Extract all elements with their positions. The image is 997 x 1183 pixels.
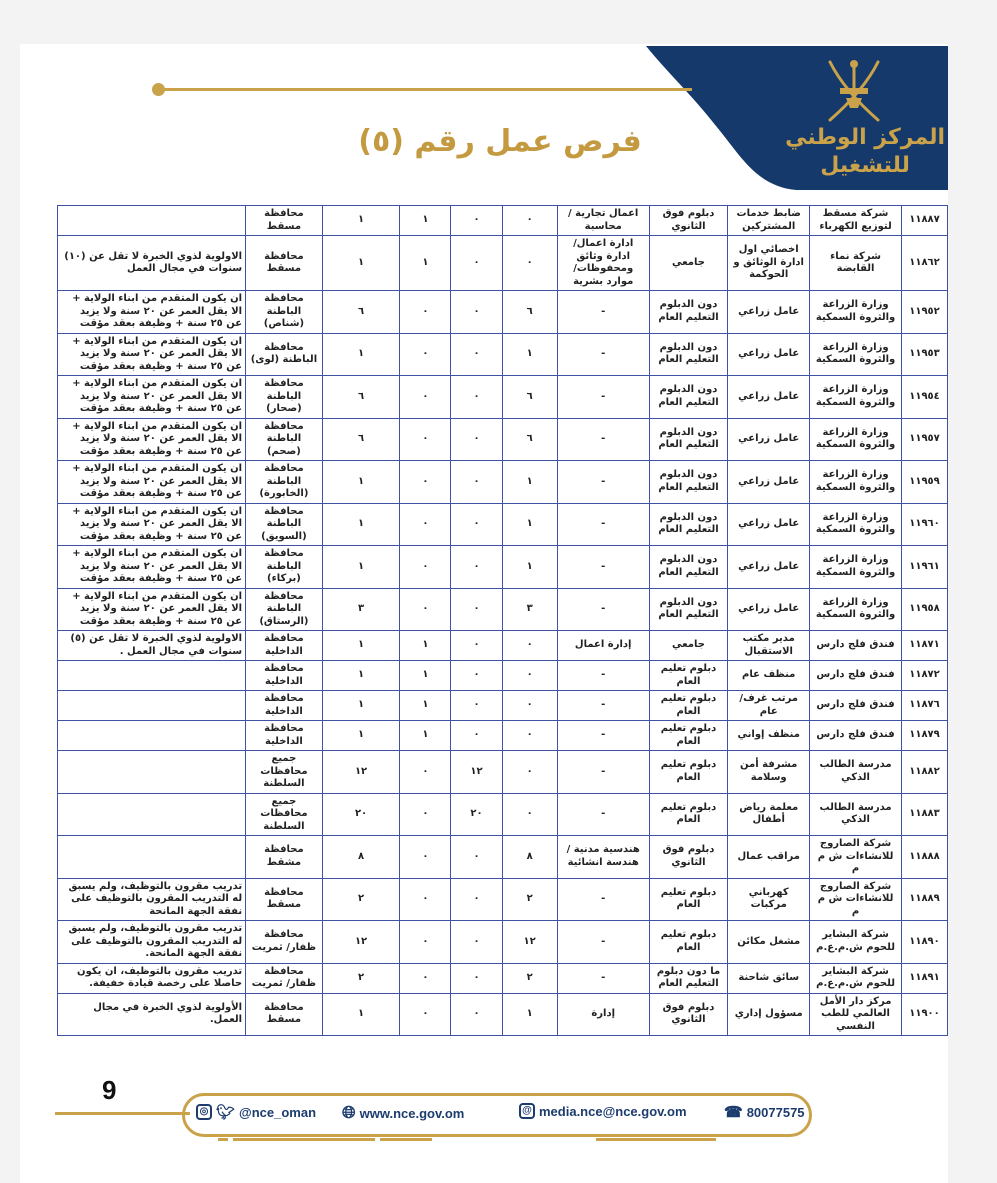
cell-location: محافظة الباطنة (السويق): [246, 503, 323, 546]
cell-total: ١: [322, 631, 400, 661]
footer-underline: [218, 1138, 228, 1141]
cell-total: ١٢: [322, 921, 400, 964]
cell-qualification: جامعي: [649, 236, 728, 291]
cell-id: ١١٩٥٤: [902, 376, 948, 419]
cell-total: ١: [322, 993, 400, 1036]
cell-id: ١١٨٧٦: [902, 691, 948, 721]
cell-qualification: دبلوم تعليم العام: [649, 921, 728, 964]
social-handle[interactable]: @nce_oman: [239, 1104, 317, 1120]
cell-job: عامل زراعي: [728, 418, 810, 461]
cell-c1: ٦: [502, 376, 557, 419]
cell-c3: ٠: [400, 836, 451, 879]
cell-c2: ٠: [451, 291, 502, 334]
phone-icon: ☎︎: [724, 1104, 743, 1121]
cell-job: اخصائي اول ادارة الوثائق و الحوكمة: [728, 236, 810, 291]
jobs-table: [57, 205, 948, 1036]
cell-location: محافظة ظفار/ ثمريت: [246, 963, 323, 993]
cell-job: عامل زراعي: [728, 333, 810, 376]
table-row: [58, 921, 948, 964]
cell-c3: ١: [400, 206, 451, 236]
cell-job: سائق شاحنة: [728, 963, 810, 993]
cell-employer: فندق فلج دارس: [810, 691, 902, 721]
cell-qualification: دبلوم فوق الثانوي: [649, 206, 728, 236]
cell-specialization: -: [557, 921, 649, 964]
cell-c1: ٠: [502, 661, 557, 691]
cell-qualification: دبلوم فوق الثانوي: [649, 836, 728, 879]
cell-c2: ٠: [451, 503, 502, 546]
footer-underline: [233, 1138, 375, 1141]
cell-c3: ٠: [400, 461, 451, 504]
cell-id: ١١٨٩٠: [902, 921, 948, 964]
cell-c1: ٦: [502, 418, 557, 461]
cell-c2: ١٢: [451, 751, 502, 794]
cell-total: ٦: [322, 418, 400, 461]
cell-notes: ان يكون المتقدم من ابناء الولاية + الا يقل العمر عن ٢٠ سنة ولا يزيد عن ٢٥ سنة + وظيفة بعقد مؤقت: [58, 376, 246, 419]
table-row: [58, 418, 948, 461]
cell-specialization: -: [557, 793, 649, 836]
cell-notes: تدريب مقرون بالتوظيف، ولم يسبق له التدريب المقرون بالتوظيف على نفقة الجهة المانحة: [58, 878, 246, 921]
cell-id: ١١٨٨٣: [902, 793, 948, 836]
cell-total: ١: [322, 206, 400, 236]
cell-specialization: اعمال تجارية / محاسبة: [557, 206, 649, 236]
footer-phone[interactable]: [724, 1103, 805, 1121]
cell-id: ١١٩٦١: [902, 546, 948, 589]
table-row: [58, 751, 948, 794]
footer-social[interactable]: [196, 1103, 316, 1121]
cell-employer: مدرسة الطالب الذكي: [810, 751, 902, 794]
cell-notes: [58, 661, 246, 691]
cell-total: ٣: [322, 588, 400, 631]
table-row: [58, 721, 948, 751]
cell-job: عامل زراعي: [728, 503, 810, 546]
cell-c3: ٠: [400, 503, 451, 546]
cell-location: محافظة الداخلية: [246, 631, 323, 661]
cell-employer: شركة مسقط لتوزيع الكهرباء: [810, 206, 902, 236]
cell-c3: ١: [400, 691, 451, 721]
cell-job: عامل زراعي: [728, 461, 810, 504]
cell-c1: ١٢: [502, 921, 557, 964]
cell-specialization: ادارة اعمال/ ادارة وثائق ومحفوظات/ موارد بشرية: [557, 236, 649, 291]
cell-qualification: دبلوم تعليم العام: [649, 878, 728, 921]
cell-location: محافظة الباطنة (صحم): [246, 418, 323, 461]
cell-employer: شركة البشاير للحوم ش.م.ع.م: [810, 963, 902, 993]
cell-total: ١: [322, 236, 400, 291]
cell-c2: ٠: [451, 333, 502, 376]
cell-c1: ٢: [502, 878, 557, 921]
cell-employer: فندق فلج دارس: [810, 631, 902, 661]
cell-job: مراقب عمال: [728, 836, 810, 879]
header-gold-dot: [152, 83, 165, 96]
cell-id: ١١٨٦٢: [902, 236, 948, 291]
cell-location: محافظة الباطنة (الرستاق): [246, 588, 323, 631]
cell-total: ١: [322, 691, 400, 721]
cell-c3: ٠: [400, 418, 451, 461]
cell-employer: وزارة الزراعة والثروة السمكية: [810, 291, 902, 334]
cell-job: مشرفة أمن وسلامة: [728, 751, 810, 794]
cell-location: محافظة مسقط: [246, 878, 323, 921]
cell-location: محافظة مسقط: [246, 993, 323, 1036]
cell-location: محافظة الباطنة (لوى): [246, 333, 323, 376]
cell-c2: ٠: [451, 963, 502, 993]
footer-underline: [380, 1138, 432, 1141]
cell-specialization: -: [557, 333, 649, 376]
cell-c1: ٠: [502, 751, 557, 794]
cell-c1: ١: [502, 993, 557, 1036]
cell-c1: ٦: [502, 291, 557, 334]
cell-location: محافظة الباطنة (شناص): [246, 291, 323, 334]
cell-job: مسؤول إداري: [728, 993, 810, 1036]
table-row: [58, 963, 948, 993]
cell-notes: الاولوية لذوي الخبرة لا تقل عن (٥) سنوات في مجال العمل .: [58, 631, 246, 661]
cell-notes: [58, 721, 246, 751]
cell-location: محافظة الباطنة (صحار): [246, 376, 323, 419]
phone-number[interactable]: 80077575: [746, 1104, 805, 1120]
cell-total: ١: [322, 721, 400, 751]
cell-location: محافظة مسقط: [246, 236, 323, 291]
at-icon: @: [519, 1103, 535, 1119]
cell-job: منظف إواني: [728, 721, 810, 751]
cell-c3: ١: [400, 631, 451, 661]
cell-job: عامل زراعي: [728, 546, 810, 589]
cell-specialization: -: [557, 503, 649, 546]
cell-c1: ٠: [502, 691, 557, 721]
cell-specialization: هندسية مدنية / هندسة انشائية: [557, 836, 649, 879]
footer-email[interactable]: [519, 1103, 687, 1119]
cell-qualification: دون الدبلوم التعليم العام: [649, 418, 728, 461]
cell-job: عامل زراعي: [728, 588, 810, 631]
cell-total: ١: [322, 333, 400, 376]
cell-c3: ٠: [400, 921, 451, 964]
table-row: [58, 793, 948, 836]
cell-notes: ان يكون المتقدم من ابناء الولاية + الا يقل العمر عن ٢٠ سنة ولا يزيد عن ٢٥ سنة + وظيفة بعقد مؤقت: [58, 333, 246, 376]
cell-qualification: دبلوم تعليم العام: [649, 751, 728, 794]
cell-total: ٢٠: [322, 793, 400, 836]
cell-job: مشغل مكائن: [728, 921, 810, 964]
cell-id: ١١٨٧٢: [902, 661, 948, 691]
cell-qualification: دبلوم تعليم العام: [649, 793, 728, 836]
cell-job: منظف عام: [728, 661, 810, 691]
table-row: [58, 878, 948, 921]
cell-c1: ٠: [502, 793, 557, 836]
cell-notes: تدريب مقرون بالتوظيف، ولم يسبق له التدريب المقرون بالتوظيف على نفقة الجهة المانحة.: [58, 921, 246, 964]
cell-c2: ٠: [451, 921, 502, 964]
cell-c1: ٠: [502, 721, 557, 751]
cell-location: جميع محافظات السلطنة: [246, 751, 323, 794]
cell-employer: شركة نماء القابضة: [810, 236, 902, 291]
cell-specialization: -: [557, 691, 649, 721]
cell-notes: [58, 751, 246, 794]
cell-total: ١: [322, 546, 400, 589]
cell-employer: وزارة الزراعة والثروة السمكية: [810, 333, 902, 376]
cell-specialization: -: [557, 751, 649, 794]
logo-line-1: المركز الوطني: [785, 125, 945, 150]
cell-c1: ١: [502, 461, 557, 504]
cell-c3: ١: [400, 721, 451, 751]
table-row: [58, 291, 948, 334]
cell-employer: وزارة الزراعة والثروة السمكية: [810, 418, 902, 461]
cell-c2: ٠: [451, 376, 502, 419]
cell-c3: ٠: [400, 993, 451, 1036]
cell-c3: ٠: [400, 333, 451, 376]
cell-location: محافظة مسقط: [246, 206, 323, 236]
cell-notes: تدريب مقرون بالتوظيف، ان يكون حاصلا على رخصة قيادة خفيفة.: [58, 963, 246, 993]
cell-notes: ان يكون المتقدم من ابناء الولاية + الا يقل العمر عن ٢٠ سنة ولا يزيد عن ٢٥ سنة + وظيفة بعقد مؤقت: [58, 546, 246, 589]
cell-c3: ١: [400, 661, 451, 691]
cell-employer: شركة الصاروج للانشاءات ش م م: [810, 878, 902, 921]
table-row: [58, 588, 948, 631]
table-row: [58, 503, 948, 546]
cell-notes: [58, 206, 246, 236]
cell-total: ١: [322, 661, 400, 691]
table-row: [58, 691, 948, 721]
cell-notes: ان يكون المتقدم من ابناء الولاية + الا يقل العمر عن ٢٠ سنة ولا يزيد عن ٢٥ سنة + وظيفة بعقد مؤقت: [58, 418, 246, 461]
cell-c3: ٠: [400, 588, 451, 631]
cell-c1: ٣: [502, 588, 557, 631]
logo-line-2: للتشغيل: [820, 152, 910, 178]
cell-c3: ٠: [400, 546, 451, 589]
cell-c2: ٢٠: [451, 793, 502, 836]
cell-notes: ان يكون المتقدم من ابناء الولاية + الا يقل العمر عن ٢٠ سنة ولا يزيد عن ٢٥ سنة + وظيفة بعقد مؤقت: [58, 503, 246, 546]
cell-specialization: -: [557, 963, 649, 993]
cell-notes: الأولوية لذوي الخبرة في مجال العمل.: [58, 993, 246, 1036]
cell-location: محافظة الداخلية: [246, 721, 323, 751]
cell-specialization: -: [557, 721, 649, 751]
cell-employer: مدرسة الطالب الذكي: [810, 793, 902, 836]
cell-c3: ٠: [400, 878, 451, 921]
cell-employer: وزارة الزراعة والثروة السمكية: [810, 461, 902, 504]
cell-location: محافظة الباطنة (بركاء): [246, 546, 323, 589]
cell-total: ٦: [322, 376, 400, 419]
cell-c2: ٠: [451, 721, 502, 751]
cell-qualification: جامعي: [649, 631, 728, 661]
cell-location: محافظة الباطنة (الخابورة): [246, 461, 323, 504]
cell-qualification: دون الدبلوم التعليم العام: [649, 546, 728, 589]
cell-specialization: -: [557, 461, 649, 504]
cell-id: ١١٨٩١: [902, 963, 948, 993]
cell-c3: ٠: [400, 751, 451, 794]
cell-id: ١١٩٥٩: [902, 461, 948, 504]
cell-qualification: دون الدبلوم التعليم العام: [649, 291, 728, 334]
cell-c1: ١: [502, 503, 557, 546]
cell-notes: [58, 793, 246, 836]
table-row: [58, 836, 948, 879]
table-row: [58, 661, 948, 691]
cell-employer: مركز دار الأمل العالمي للطب النفسي: [810, 993, 902, 1036]
cell-id: ١١٩٦٠: [902, 503, 948, 546]
cell-notes: ان يكون المتقدم من ابناء الولاية + الا يقل العمر عن ٢٠ سنة ولا يزيد عن ٢٥ سنة + وظيفة بعقد مؤقت: [58, 588, 246, 631]
cell-job: عامل زراعي: [728, 291, 810, 334]
table-row: [58, 376, 948, 419]
nce-logo-text: [785, 124, 945, 179]
cell-specialization: -: [557, 291, 649, 334]
cell-c3: ٠: [400, 376, 451, 419]
cell-job: معلمة رياض أطفال: [728, 793, 810, 836]
table-row: [58, 461, 948, 504]
cell-notes: الاولوية لذوي الخبرة لا تقل عن (١٠) سنوات في مجال العمل: [58, 236, 246, 291]
cell-specialization: -: [557, 418, 649, 461]
cell-id: ١١٩٥٣: [902, 333, 948, 376]
cell-c3: ٠: [400, 793, 451, 836]
footer-gold-line: [55, 1112, 190, 1115]
cell-total: ٨: [322, 836, 400, 879]
cell-c2: ٠: [451, 546, 502, 589]
cell-specialization: -: [557, 878, 649, 921]
khanjar-emblem-icon: [822, 56, 886, 124]
cell-c1: ٠: [502, 236, 557, 291]
cell-c1: ٨: [502, 836, 557, 879]
cell-id: ١١٩٥٢: [902, 291, 948, 334]
cell-employer: فندق فلج دارس: [810, 661, 902, 691]
table-row: [58, 236, 948, 291]
cell-employer: شركة البشاير للحوم ش.م.ع.م: [810, 921, 902, 964]
cell-notes: [58, 691, 246, 721]
cell-location: محافظة ظفار/ ثمريت: [246, 921, 323, 964]
cell-qualification: دبلوم تعليم العام: [649, 691, 728, 721]
cell-id: ١١٩٥٧: [902, 418, 948, 461]
globe-icon: 🌐︎: [342, 1103, 356, 1122]
cell-specialization: -: [557, 376, 649, 419]
cell-job: ضابط خدمات المشتركين: [728, 206, 810, 236]
cell-specialization: -: [557, 588, 649, 631]
cell-qualification: دبلوم تعليم العام: [649, 721, 728, 751]
cell-c1: ٠: [502, 631, 557, 661]
cell-notes: ان يكون المتقدم من ابناء الولاية + الا يقل العمر عن ٢٠ سنة ولا يزيد عن ٢٥ سنة + وظيفة بعقد مؤقت: [58, 461, 246, 504]
cell-c3: ٠: [400, 963, 451, 993]
cell-id: ١١٩٥٨: [902, 588, 948, 631]
cell-employer: فندق فلج دارس: [810, 721, 902, 751]
cell-job: عامل زراعي: [728, 376, 810, 419]
cell-qualification: دون الدبلوم التعليم العام: [649, 461, 728, 504]
cell-total: ١: [322, 503, 400, 546]
cell-c2: ٠: [451, 661, 502, 691]
cell-id: ١١٩٠٠: [902, 993, 948, 1036]
cell-employer: وزارة الزراعة والثروة السمكية: [810, 376, 902, 419]
cell-specialization: -: [557, 546, 649, 589]
cell-c2: ٠: [451, 236, 502, 291]
cell-specialization: -: [557, 661, 649, 691]
cell-job: كهرباني مركبات: [728, 878, 810, 921]
cell-c2: ٠: [451, 461, 502, 504]
table-row: [58, 546, 948, 589]
cell-c2: ٠: [451, 878, 502, 921]
footer-underline: [596, 1138, 716, 1141]
cell-id: ١١٨٨٨: [902, 836, 948, 879]
cell-total: ١٢: [322, 751, 400, 794]
cell-c2: ٠: [451, 206, 502, 236]
cell-location: محافظة الداخلية: [246, 661, 323, 691]
cell-c2: ٠: [451, 631, 502, 661]
cell-specialization: إدارة اعمال: [557, 631, 649, 661]
cell-notes: ان يكون المتقدم من ابناء الولاية + الا يقل العمر عن ٢٠ سنة ولا يزيد عن ٢٥ سنة + وظيفة بعقد مؤقت: [58, 291, 246, 334]
page-number: 9: [102, 1075, 117, 1105]
cell-specialization: إدارة: [557, 993, 649, 1036]
cell-job: مدير مكتب الاستقبال: [728, 631, 810, 661]
twitter-icon[interactable]: 🐦︎: [216, 1104, 236, 1121]
cell-qualification: دون الدبلوم التعليم العام: [649, 376, 728, 419]
email-link[interactable]: media.nce@nce.gov.om: [539, 1103, 687, 1119]
instagram-icon[interactable]: ◎: [196, 1104, 212, 1120]
cell-id: ١١٨٨٧: [902, 206, 948, 236]
cell-id: ١١٨٧٩: [902, 721, 948, 751]
cell-qualification: دون الدبلوم التعليم العام: [649, 503, 728, 546]
cell-c2: ٠: [451, 691, 502, 721]
cell-qualification: دبلوم تعليم العام: [649, 661, 728, 691]
cell-total: ١: [322, 461, 400, 504]
footer-website[interactable]: [342, 1103, 464, 1123]
table-row: [58, 206, 948, 236]
cell-location: جميع محافظات السلطنة: [246, 793, 323, 836]
cell-c2: ٠: [451, 588, 502, 631]
page-title: فرص عمل رقم (٥): [358, 124, 642, 159]
table-row: [58, 631, 948, 661]
cell-total: ٢: [322, 878, 400, 921]
cell-total: ٦: [322, 291, 400, 334]
cell-c2: ٠: [451, 993, 502, 1036]
cell-qualification: دون الدبلوم التعليم العام: [649, 333, 728, 376]
cell-c1: ١: [502, 333, 557, 376]
table-row: [58, 333, 948, 376]
cell-employer: وزارة الزراعة والثروة السمكية: [810, 503, 902, 546]
cell-qualification: دبلوم فوق الثانوي: [649, 993, 728, 1036]
cell-employer: وزارة الزراعة والثروة السمكية: [810, 588, 902, 631]
website-link[interactable]: www.nce.gov.om: [359, 1105, 465, 1121]
cell-qualification: دون الدبلوم التعليم العام: [649, 588, 728, 631]
cell-c1: ١: [502, 546, 557, 589]
header-gold-line: [162, 88, 692, 91]
cell-c3: ٠: [400, 291, 451, 334]
cell-id: ١١٨٧١: [902, 631, 948, 661]
cell-id: ١١٨٨٩: [902, 878, 948, 921]
table-row: [58, 993, 948, 1036]
cell-c2: ٠: [451, 418, 502, 461]
cell-notes: [58, 836, 246, 879]
cell-c2: ٠: [451, 836, 502, 879]
cell-location: محافظة مشقط: [246, 836, 323, 879]
cell-c1: ٠: [502, 206, 557, 236]
cell-c3: ١: [400, 236, 451, 291]
cell-total: ٢: [322, 963, 400, 993]
cell-job: مرتب غرف/عام: [728, 691, 810, 721]
cell-c1: ٢: [502, 963, 557, 993]
cell-location: محافظة الداخلية: [246, 691, 323, 721]
cell-id: ١١٨٨٢: [902, 751, 948, 794]
cell-employer: شركة الصاروج للانشاءات ش م م: [810, 836, 902, 879]
cell-qualification: ما دون دبلوم التعليم العام: [649, 963, 728, 993]
cell-employer: وزارة الزراعة والثروة السمكية: [810, 546, 902, 589]
